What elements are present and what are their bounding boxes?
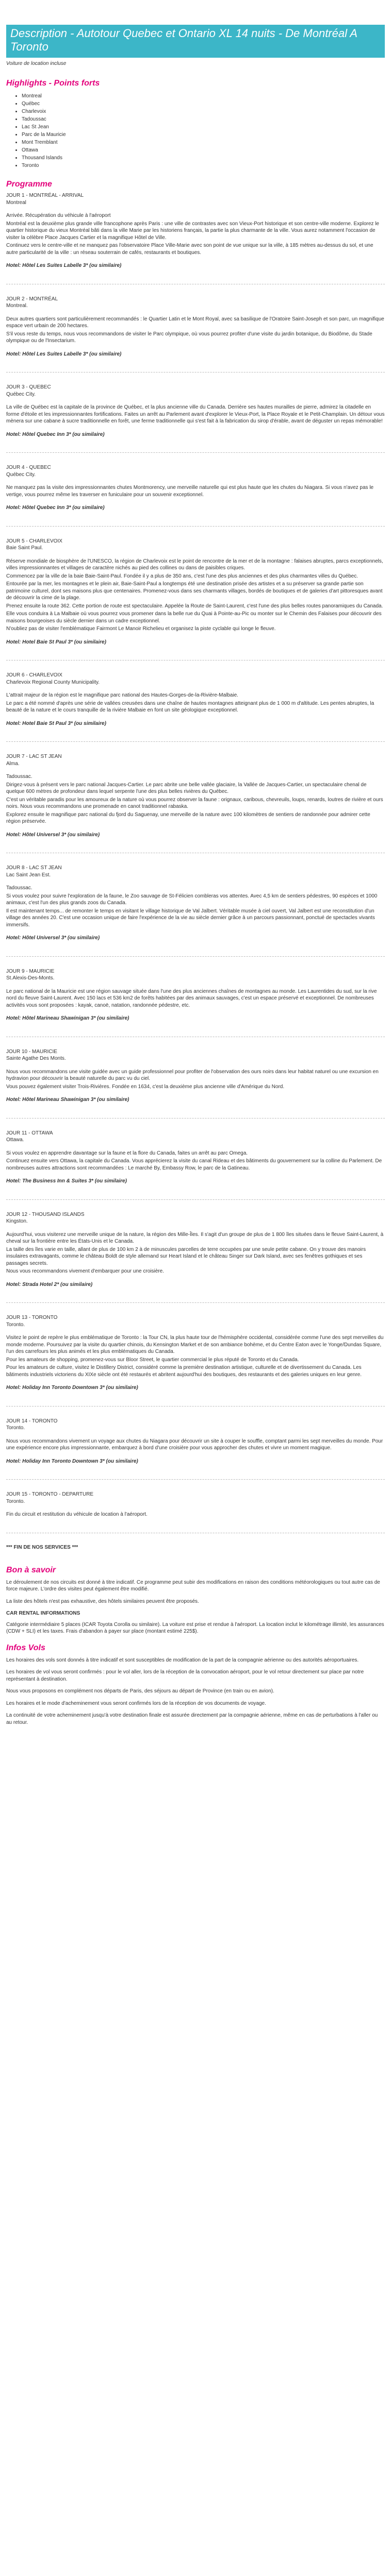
day-description <box>6 404 385 425</box>
day-paragraph: Le parc a été nommé d'après une série de vallées creusées dans une chaîne de hautes montagnes atteignant plus de 1 000 m d'altitude. Les pentes abruptes, la beauté de la nature et le cours tranquille de la rivière Malbaie en font un site géologique exceptionnel. <box>6 700 374 713</box>
page-subtitle: Voiture de location incluse <box>6 61 67 66</box>
day-title: JOUR 11 - OTTAWA <box>6 1130 53 1136</box>
day-place: Montreal <box>6 199 26 206</box>
day-title: JOUR 13 - TORONTO <box>6 1315 58 1320</box>
day-place: Lac Saint Jean Est. <box>6 872 51 878</box>
day-paragraph: Ne manquez pas la visite des impressionnantes chutes Montmorency, une merveille naturelle qui est plus haute que les chutes du Niagara. Si vous n'avez pas le vertige, vous pourrez même les traverser en funiculaire pour un souvenir exceptionnel. <box>6 485 374 498</box>
day-divider <box>6 741 385 742</box>
day-place: Québec City. <box>6 391 36 397</box>
infos-vols-heading: Infos Vols <box>6 1643 45 1652</box>
day-place: Kingston. <box>6 1218 28 1224</box>
day-title: JOUR 8 - LAC ST JEAN <box>6 865 62 871</box>
day-hotel: Hotel: Hotel Baie St Paul 3* (ou similaire) <box>6 639 106 645</box>
day-place: Toronto. <box>6 1321 25 1328</box>
day-divider <box>6 1199 385 1200</box>
day-block <box>6 753 385 838</box>
day-paragraph: Fin du circuit et restitution du véhicule de location à l'aéroport. <box>6 1512 148 1517</box>
day-description <box>6 1150 385 1172</box>
day-paragraph: Réserve mondiale de biosphère de l'UNESCO, la région de Charlevoix est le point de rencontre de la mer et de la montagne : falaises abruptes, parcs exceptionnels, villes impressionnantes et villages de caractère nichés au pied des collines ou dans de paisibles criques. <box>6 558 383 571</box>
day-block <box>6 192 385 269</box>
day-title: JOUR 7 - LAC ST JEAN <box>6 754 62 759</box>
bon-a-savoir-p2: La liste des hôtels n'est pas exhaustive, des hôtels similaires peuvent être proposés. <box>6 1598 199 1604</box>
car-rental-title: CAR RENTAL INFORMATIONS <box>6 1611 80 1616</box>
day-place: Toronto. <box>6 1498 25 1504</box>
day-description <box>6 1069 385 1091</box>
day-block <box>6 464 385 512</box>
day-divider <box>6 452 385 453</box>
infos-vols-section <box>6 1657 385 1726</box>
day-paragraph: N'oubliez pas de visiter l'emblématique Fairmont Le Manoir Richelieu et organisez la piste cyclable qui longe le fleuve. <box>6 626 276 632</box>
day-place: St.Alexis-Des-Monts. <box>6 975 55 981</box>
day-paragraph: Nous vous recommandons vivement un voyage aux chutes du Niagara pour découvrir un site à couper le souffle, comptant parmi les sept merveilles du monde. Pour une expérience encore plus impressionnante, embarquez à bord d'une croisière pour vous approcher des chutes et vivre un moment magique. <box>6 1438 383 1451</box>
day-paragraph: Montréal est la deuxième plus grande ville francophone après Paris : une ville de contrastes avec son Vieux-Port historique et son centre-ville moderne. Explorez le quartier historique du vieux Montréal bâti dans la ville Marie par les historiens français, la partie la plus charmante de la ville. Vous aurez notamment l'occasion de visiter la célèbre Place Jacques Cartier et la magnifique Hôtel de Ville. <box>6 221 379 241</box>
day-hotel: Hotel: The Business Inn & Suites 3* (ou similaire) <box>6 1178 127 1184</box>
day-paragraph: Aujourd'hui, vous visiterez une merveille unique de la nature, la région des Mille-Îles. Il s'agit d'un groupe de plus de 1 800 îles situées dans le fleuve Saint-Laurent, à cheval sur la frontière entre les États-Unis et le Canada. <box>6 1231 384 1244</box>
infos-paragraph: Les horaires de vol vous seront confirmés : pour le vol aller, lors de la réception de la convocation aéroport, pour le vol retour directement sur place par notre représentant à destination. <box>6 1669 364 1682</box>
day-block <box>6 865 385 942</box>
day-paragraph: Pour les amateurs de shopping, promenez-vous sur Bloor Street, le quartier commercial le plus réputé de Toronto et du Canada. <box>6 1357 299 1363</box>
day-place: Montreal. <box>6 303 28 309</box>
day-paragraph: Explorez ensuite le magnifique parc national du fjord du Saguenay, une merveille de la nature avec 100 kilomètres de sentiers de randonnée pour admirer cette région préservée. <box>6 811 370 824</box>
highlights-list <box>6 92 385 170</box>
infos-paragraph: Nous vous proposons en complément nos départs de Paris, des séjours au départ de Province (en train ou en avion). <box>6 1688 274 1694</box>
highlight-item: • Toronto <box>22 162 385 170</box>
infos-paragraph: La continuité de votre acheminement jusqu'à votre destination finale est assurée directement par la compagnie aérienne, même en cas de perturbations à l'aller ou au retour. <box>6 1713 378 1725</box>
day-paragraph: Tadoussac. <box>6 885 32 891</box>
highlight-item: • Mont Tremblant <box>22 139 385 146</box>
day-hotel: Hotel: Hôtel Quebec Inn 3* (ou similaire) <box>6 505 105 511</box>
day-place: Alma. <box>6 760 20 767</box>
bon-a-savoir-p1: Le déroulement de nos circuits est donné à titre indicatif. Ce programme peut subir des modifications en raison des conditions météorologiques ou tout autre cas de force majeure. L'ordre des visites peut également être modifié. <box>6 1579 380 1592</box>
day-paragraph: Si vous voulez en apprendre davantage sur la faune et la flore du Canada, faites un arrêt au parc Omega. <box>6 1150 248 1156</box>
day-paragraph: Continuez vers le centre-ville et ne manquez pas l'observatoire Place Ville-Marie avec son point de vue unique sur la ville, à 185 mètres au-dessus du sol, et une autre particularité de la ville : un réseau souterrain de cafés, restaurants et boutiques. <box>6 243 373 256</box>
infos-paragraph: Les horaires et le mode d'acheminement vous seront confirmés lors de la réception de vos documents de voyage. <box>6 1700 266 1706</box>
day-title: JOUR 15 - TORONTO - DEPARTURE <box>6 1492 94 1497</box>
day-description <box>6 988 385 1009</box>
highlight-item: • Parc de la Mauricie <box>22 131 385 139</box>
day-paragraph: Entourée par la mer, les montagnes et le plein air, Baie-Saint-Paul a longtemps été une destination prisée des artistes et a su préserver sa grande partie son patrimoine culturel, dont ses maisons plus que centenaires. Promenez-vous dans ses charmants villages, bordés de boutiques et de galeries d'art pittoresques avant de découvrir la cime de la plage. <box>6 581 383 601</box>
day-block <box>6 384 385 438</box>
day-hotel: Hotel: Hôtel Les Suites Labelle 3* (ou similaire) <box>6 263 122 268</box>
day-paragraph: Vous pouvez également visiter Trois-Rivières. Fondée en 1634, c'est la deuxième plus ancienne ville d'Amérique du Nord. <box>6 1083 285 1090</box>
day-hotel: Hotel: Hotel Baie St Paul 3* (ou similaire) <box>6 720 106 726</box>
day-hotel: Hotel: Hôtel Les Suites Labelle 3* (ou similaire) <box>6 351 122 357</box>
day-description <box>6 692 385 714</box>
bon-a-savoir-section <box>6 1579 385 1635</box>
highlight-item: • Lac St Jean <box>22 123 385 131</box>
day-block <box>6 672 385 727</box>
day-paragraph: L'attrait majeur de la région est le magnifique parc national des Hautes-Gorges-de-la-Rivière-Malbaie. <box>6 692 238 698</box>
day-place: Ottawa. <box>6 1137 24 1143</box>
day-paragraph: Nous vous recommandons une visite guidée avec un guide professionnel pour profiter de l'observation des ours noirs dans leur habitat naturel ou une excursion en hydravion pour découvrir la beauté naturelle du parc vu du ciel. <box>6 1069 379 1081</box>
day-place: Charlevoix Regional County Municipality. <box>6 679 100 685</box>
day-description <box>6 773 385 825</box>
highlight-item: • Tadoussac <box>22 115 385 123</box>
program-heading: Programme <box>6 180 52 189</box>
day-paragraph: Deux autres quartiers sont particulièrement recommandés : le Quartier Latin et le Mont Royal, avec sa basilique de l'Oratoire Saint-Joseph et son parc, un magnifique espace vert urbain de 200 hectares. <box>6 316 384 329</box>
day-hotel: Hotel: Hôtel Universel 3* (ou similaire) <box>6 935 100 941</box>
day-description <box>6 1511 385 1518</box>
day-place: Baie Saint Paul. <box>6 545 43 551</box>
highlight-item: • Québec <box>22 100 385 108</box>
day-description <box>6 212 385 256</box>
day-block <box>6 1048 385 1104</box>
day-title: JOUR 5 - CHARLEVOIX <box>6 538 62 544</box>
day-block <box>6 1130 385 1185</box>
day-paragraph: Prenez ensuite la route 362. Cette portion de route est spectaculaire. Appelée la Route de Saint-Laurent, c'est l'une des plus belles routes panoramiques du Canada. <box>6 603 383 609</box>
car-rental-text: Catégorie intermédiaire 5 places (ICAR Toyota Corolla ou similaire). La voiture est prise et rendue à l'aéroport. La location inclut le kilométrage illimité, les assurances (CDW + SLI) et les taxes. Frais d'abandon à payer sur place (montant estimé 225$). <box>6 1621 384 1634</box>
highlight-item: • Montreal <box>22 92 385 100</box>
day-block <box>6 1211 385 1289</box>
day-title: JOUR 2 - MONTRÉAL <box>6 296 58 302</box>
day-paragraph: Tadoussac. <box>6 774 32 779</box>
infos-paragraph: Les horaires des vols sont donnés à titre indicatif et sont susceptibles de modification de la part de la compagnie aérienne ou des autorités aéroportuaires. <box>6 1657 359 1663</box>
highlight-item: • Charlevoix <box>22 108 385 115</box>
day-title: JOUR 1 - MONTRÉAL - ARRIVAL <box>6 193 84 198</box>
day-description <box>6 558 385 633</box>
day-paragraph: Visitez le point de repère le plus emblématique de Toronto : la Tour CN, la plus haute tour de l'hémisphère occidental, considérée comme l'une des sept merveilles du monde moderne. Poursuivez par la visite du quartier chinois, du Kensington Market et de son ambiance bohème, et du Centre Eaton avec le Yonge/Dundas Square, l'un des carrefours les plus animés et les plus emblématiques du Canada. <box>6 1335 384 1354</box>
day-paragraph: Dirigez-vous à présent vers le parc national Jacques-Cartier. Le parc abrite une belle vallée glaciaire, la Vallée de Jacques-Cartier, un spectaculaire chenal de quelque 600 mètres de profondeur dans lequel serpente l'une des plus belles rivières du Québec. <box>6 782 367 794</box>
day-block <box>6 968 385 1022</box>
day-paragraph: S'il vous reste du temps, nous vous recommandons de visiter le Parc olympique, où vous pourrez profiter d'une visite du jardin botanique, du Biodôme, du Stade olympique ou de l'Insectarium. <box>6 331 372 344</box>
day-paragraph: Continuez ensuite vers Ottawa, la capitale du Canada. Vous apprécierez la visite du canal Rideau et des bâtiments du gouvernement sur la colline du Parlement. De nombreuses autres attractions sont recommandées : Le marché By, Embassy Row, le parc de la Gatineau. <box>6 1158 382 1171</box>
day-hotel: Hotel: Holiday Inn Toronto Downtown 3* (ou similaire) <box>6 1458 138 1464</box>
day-paragraph: Le parc national de la Mauricie est une région sauvage située dans l'une des plus anciennes chaînes de montagnes au monde. Les Laurentides du sud, sur la rive nord du fleuve Saint-Laurent. Avec 150 lacs et 536 km2 de forêts habitées par des animaux sauvages, c'est un espace préservé et exceptionnel. De nombreuses activités vous sont proposées : kayak, canoë, natation, randonnée pédestre, etc. <box>6 988 377 1008</box>
program-days <box>6 192 385 1533</box>
day-description <box>6 1334 385 1378</box>
day-paragraph: C'est un véritable paradis pour les amoureux de la nature où vous pourrez observer la faune : orignaux, caribous, chevreuils, loups, renards, loutres de rivière et ours noirs. Nous vous recommandons une promenade en canot traditionnel rabaska. <box>6 796 383 809</box>
day-divider <box>6 1302 385 1303</box>
day-title: JOUR 6 - CHARLEVOIX <box>6 672 62 678</box>
day-hotel: Hotel: Hôtel Marineau Shawinigan 3* (ou similaire) <box>6 1015 129 1021</box>
day-block <box>6 1314 385 1392</box>
day-hotel: Hotel: Hôtel Marineau Shawinigan 3* (ou similaire) <box>6 1097 129 1103</box>
highlights-heading: Highlights - Points forts <box>6 79 100 88</box>
day-paragraph: Commencez par la ville de la baie Baie-Saint-Paul. Fondée il y a plus de 350 ans, c'est l'une des plus anciennes et des plus charmantes villes du Québec. <box>6 573 358 579</box>
day-description <box>6 484 385 498</box>
day-title: JOUR 10 - MAURICIE <box>6 1048 57 1055</box>
day-place: Sainte Agathe Des Monts. <box>6 1056 66 1061</box>
day-description <box>6 1438 385 1452</box>
day-block <box>6 1491 385 1518</box>
day-divider <box>6 956 385 957</box>
day-block <box>6 1418 385 1465</box>
day-divider <box>6 526 385 527</box>
day-place: Québec City. <box>6 471 36 478</box>
day-paragraph: Il est maintenant temps... de remonter le temps en visitant le village historique de Val Jalbert. Véritable musée à ciel ouvert, Val Jalbert est une reconstitution d'un village des années 20. C'est une occasion unique de faire l'expérience de la vie au siècle dernier grâce à un parcours passionnant, ponctué de spectacles vivants immersifs. <box>6 908 375 928</box>
day-block <box>6 538 385 646</box>
day-title: JOUR 14 - TORONTO <box>6 1418 58 1424</box>
day-hotel: Hotel: Hôtel Universel 3* (ou similaire) <box>6 832 100 838</box>
day-paragraph: Si vous voulez pour suivre l'exploration de la faune, le Zoo sauvage de St-Félicien combleras vos attentes. Avec 4,5 km de sentiers pédestres, 90 espèces et 1000 animaux, c'est l'un des plus grands zoos du Canada. <box>6 893 378 906</box>
day-paragraph: La ville de Québec est la capitale de la province de Québec, et la plus ancienne ville du Canada. Derrière ses hautes murailles de pierre, admirez la citadelle en forme d'étoile et les impressionnantes fortifications. Faites un arrêt au Parlement avant d'explorer le Vieux-Port, la Place Royale et le Petit-Champlain. Un détour vous mènera sur une cabane à sucre traditionnelle en forêt, une ferme traditionnelle qui s'est fait à la fabrication du sirop d'érable, avant de déguster un repas mémorable! <box>6 404 385 424</box>
day-title: JOUR 4 - QUEBEC <box>6 465 51 470</box>
day-paragraph: La taille des îles varie en taille, allant de plus de 100 km 2 à de minuscules parcelles de terre occupées par une seule petite cabane. On y trouve des manoirs insulaires extravagants, comme le château Boldt de style allemand sur Heart Island et le château Singer sur Dark Island, avec ses fenêtres gothiques et ses passages secrets. <box>6 1246 366 1266</box>
page-title: Description - Autotour Quebec et Ontario XL 14 nuits - De Montréal A Toronto <box>6 25 385 58</box>
day-block <box>6 296 385 358</box>
day-description <box>6 885 385 928</box>
day-description <box>6 316 385 345</box>
day-hotel: Hotel: Holiday Inn Toronto Downtown 3* (ou similaire) <box>6 1385 138 1391</box>
day-place: Toronto. <box>6 1425 25 1431</box>
day-paragraph: Nous vous recommandons vivement d'embarquer pour une croisière. <box>6 1268 164 1274</box>
bon-a-savoir-heading: Bon à savoir <box>6 1565 56 1574</box>
day-paragraph: Elle vous conduira à La Malbaie où vous pourrez vous promener dans la belle rue du Quai à Pointe-au-Pic ou monter sur le Chemin des Falaises pour découvrir des maisons bourgeoises du siècle dernier dans un cadre exceptionnel. <box>6 611 382 624</box>
highlight-item: • Ottawa <box>22 146 385 154</box>
highlight-item: • Thousand Islands <box>22 154 385 162</box>
day-title: JOUR 3 - QUEBEC <box>6 384 51 390</box>
day-hotel: Hotel: Hôtel Quebec Inn 3* (ou similaire) <box>6 431 105 437</box>
day-title: JOUR 9 - MAURICIE <box>6 968 55 974</box>
end-note: *** FIN DE NOS SERVICES *** <box>6 1544 78 1550</box>
day-paragraph: Arrivée. Récupération du véhicule à l'aéroport <box>6 213 111 218</box>
day-divider <box>6 1479 385 1480</box>
day-paragraph: Pour les amateurs de culture, visitez le Distillery District, considéré comme la première destination artistique, culturelle et de divertissement du Canada. Les bâtiments industriels victoriens du XIXe siècle ont été restaurés et abritent aujourd'hui des boutiques, des restaurants et des galeries uniques en leur genre. <box>6 1365 362 1378</box>
day-title: JOUR 12 - THOUSAND ISLANDS <box>6 1211 85 1217</box>
day-hotel: Hotel: Strada Hotel 2* (ou similaire) <box>6 1281 93 1287</box>
day-description <box>6 1231 385 1275</box>
